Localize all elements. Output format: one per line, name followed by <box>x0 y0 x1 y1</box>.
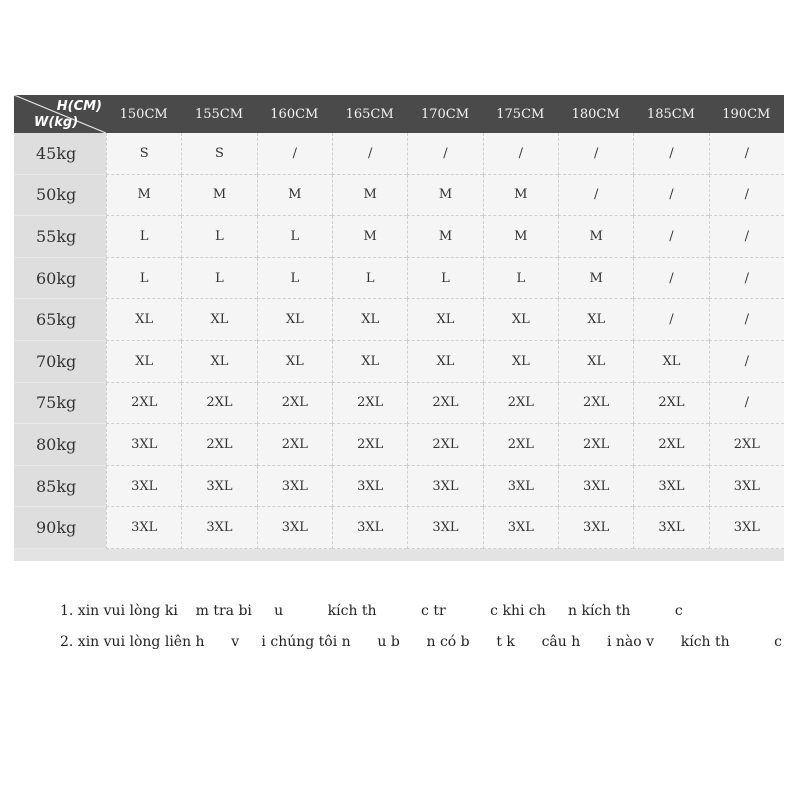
size-cell: XL <box>181 299 256 341</box>
size-cell: 2XL <box>407 424 482 466</box>
size-cell: / <box>633 175 708 217</box>
size-cell: XL <box>407 299 482 341</box>
size-cell: 2XL <box>257 424 332 466</box>
size-cell: XL <box>257 299 332 341</box>
height-header-cell: 155CM <box>194 106 244 122</box>
size-cell: S <box>106 133 181 175</box>
size-cell: M <box>332 216 407 258</box>
size-cell: 3XL <box>407 466 482 508</box>
size-cell: 2XL <box>181 383 256 425</box>
weight-cell: 70kg <box>14 341 106 383</box>
size-cell: 2XL <box>407 383 482 425</box>
size-cell: XL <box>633 341 708 383</box>
size-cell: / <box>558 133 633 175</box>
size-cell: / <box>633 299 708 341</box>
table-row <box>14 466 784 508</box>
size-cell: / <box>709 175 784 217</box>
size-cell: 3XL <box>257 507 332 549</box>
size-cell: 2XL <box>709 424 784 466</box>
size-cell: M <box>483 216 558 258</box>
size-cell: 3XL <box>558 466 633 508</box>
table-row <box>14 383 784 425</box>
size-cell: 3XL <box>257 466 332 508</box>
height-header-cell: 175CM <box>496 106 545 122</box>
size-cell: 2XL <box>483 383 558 425</box>
size-chart <box>14 95 784 561</box>
weight-axis-label: W(kg) <box>34 115 79 130</box>
corner-cell <box>14 95 106 133</box>
size-cell: M <box>106 175 181 217</box>
size-cell: L <box>106 258 181 300</box>
size-cell: XL <box>181 341 256 383</box>
size-cell: XL <box>407 341 482 383</box>
size-cell: XL <box>558 299 633 341</box>
size-cell: / <box>483 133 558 175</box>
weight-cell: 65kg <box>14 299 106 341</box>
size-cell: 3XL <box>332 507 407 549</box>
notes <box>60 596 780 658</box>
size-cell: 3XL <box>483 466 558 508</box>
size-cell: 3XL <box>407 507 482 549</box>
size-cell: 3XL <box>558 507 633 549</box>
size-cell: 2XL <box>558 424 633 466</box>
size-cell: 3XL <box>106 424 181 466</box>
size-cell: 3XL <box>181 466 256 508</box>
table-body <box>14 133 784 549</box>
size-cell: / <box>709 341 784 383</box>
size-cell: / <box>709 258 784 300</box>
weight-cell: 90kg <box>14 507 106 549</box>
size-cell: M <box>407 216 482 258</box>
size-cell: 2XL <box>332 383 407 425</box>
size-cell: XL <box>257 341 332 383</box>
size-cell: 3XL <box>106 466 181 508</box>
weight-cell: 75kg <box>14 383 106 425</box>
table-row <box>14 216 784 258</box>
size-cell: 2XL <box>181 424 256 466</box>
height-header-cell: 170CM <box>420 106 470 122</box>
size-cell: 2XL <box>483 424 558 466</box>
size-cell: / <box>709 133 784 175</box>
size-cell: XL <box>332 341 407 383</box>
size-cell: XL <box>106 341 181 383</box>
table-row <box>14 133 784 175</box>
size-cell: L <box>257 216 332 258</box>
height-header-cell: 150CM <box>119 106 168 122</box>
height-axis-label: H(CM) <box>56 99 102 114</box>
size-cell: / <box>257 133 332 175</box>
size-cell: 3XL <box>332 466 407 508</box>
size-cell: 3XL <box>483 507 558 549</box>
size-cell: 3XL <box>709 466 784 508</box>
size-cell: / <box>709 299 784 341</box>
size-cell: XL <box>483 341 558 383</box>
size-cell: 3XL <box>709 507 784 549</box>
size-cell: M <box>257 175 332 217</box>
size-cell: / <box>633 258 708 300</box>
size-cell: M <box>558 216 633 258</box>
size-cell: M <box>332 175 407 217</box>
size-cell: / <box>709 216 784 258</box>
size-cell: L <box>181 216 256 258</box>
weight-cell: 45kg <box>14 133 106 175</box>
size-cell: / <box>558 175 633 217</box>
note-line: 2. xin vui lòng liên h v i chúng tôi n u b n có b t k câu h i nào v kích th c <box>60 634 782 650</box>
size-cell: XL <box>106 299 181 341</box>
size-cell: M <box>407 175 482 217</box>
height-header-cell: 165CM <box>345 106 394 122</box>
size-cell: / <box>709 383 784 425</box>
size-cell: / <box>332 133 407 175</box>
size-cell: 2XL <box>633 383 708 425</box>
size-cell: XL <box>483 299 558 341</box>
weight-cell: 80kg <box>14 424 106 466</box>
table-row <box>14 424 784 466</box>
size-cell: L <box>106 216 181 258</box>
table-row <box>14 341 784 383</box>
size-cell: S <box>181 133 256 175</box>
size-cell: / <box>633 133 708 175</box>
table-row <box>14 258 784 300</box>
weight-cell: 55kg <box>14 216 106 258</box>
size-cell: 2XL <box>633 424 708 466</box>
height-header-cell: 160CM <box>270 106 319 122</box>
size-cell: L <box>257 258 332 300</box>
size-cell: M <box>483 175 558 217</box>
size-cell: L <box>332 258 407 300</box>
size-cell: M <box>181 175 256 217</box>
size-cell: / <box>633 216 708 258</box>
size-cell: 3XL <box>106 507 181 549</box>
size-cell: 3XL <box>181 507 256 549</box>
table-row <box>14 175 784 217</box>
size-cell: 2XL <box>257 383 332 425</box>
size-cell: L <box>407 258 482 300</box>
size-cell: 3XL <box>633 466 708 508</box>
size-cell: XL <box>332 299 407 341</box>
weight-cell: 85kg <box>14 466 106 508</box>
size-cell: 2XL <box>332 424 407 466</box>
height-header-cell: 185CM <box>646 106 695 122</box>
size-cell: 2XL <box>558 383 633 425</box>
height-header-cell: 180CM <box>571 106 620 122</box>
size-cell: 2XL <box>106 383 181 425</box>
header-row <box>14 95 784 133</box>
weight-cell: 60kg <box>14 258 106 300</box>
size-cell: L <box>181 258 256 300</box>
size-cell: XL <box>558 341 633 383</box>
weight-cell: 50kg <box>14 175 106 217</box>
size-cell: / <box>407 133 482 175</box>
size-cell: L <box>483 258 558 300</box>
note-line: 1. xin vui lòng ki m tra bi u kích th c tr c khi ch n kích th c <box>60 603 683 619</box>
size-cell: 3XL <box>633 507 708 549</box>
table-row <box>14 507 784 549</box>
height-header-cell: 190CM <box>722 106 771 122</box>
size-cell: M <box>558 258 633 300</box>
table-row <box>14 299 784 341</box>
